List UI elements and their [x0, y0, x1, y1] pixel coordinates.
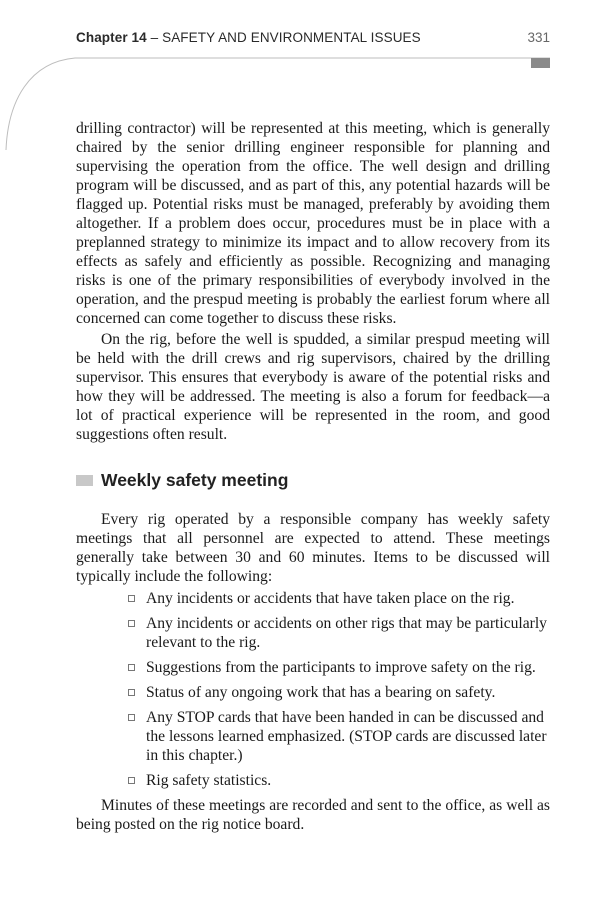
page-number: 331 — [527, 30, 550, 45]
list-item-text: Rig safety statistics. — [146, 772, 272, 789]
list-item — [128, 771, 558, 790]
list-item — [128, 683, 558, 702]
square-bullet-icon — [128, 714, 135, 721]
running-header — [76, 30, 421, 45]
header-tab-marker — [531, 58, 550, 68]
square-bullet-icon — [128, 595, 135, 602]
list-item-text: Any incidents or accidents that have taken place on the rig. — [146, 590, 515, 607]
discussion-items-list — [128, 589, 558, 796]
list-item-text: Status of any ongoing work that has a bearing on safety. — [146, 684, 496, 701]
square-bullet-icon — [128, 664, 135, 671]
paragraph-minutes: Minutes of these meetings are recorded and sent to the office, as well as being posted on the rig notice board. — [76, 797, 550, 833]
square-bullet-icon — [128, 620, 135, 627]
list-item — [128, 614, 558, 652]
list-item-text: Any incidents or accidents on other rigs that may be particularly relevant to the rig. — [146, 615, 547, 651]
heading-marker — [76, 475, 93, 486]
list-item-text: Suggestions from the participants to improve safety on the rig. — [146, 659, 536, 676]
paragraph-prespud-office: drilling contractor) will be represented at this meeting, which is generally chaired by the senior drilling engineer responsible for planning and supervising the operation from the office. The well design and drilling program will be discussed, and as part of this, any potential hazards will be flagged up. Potential risks must be managed, preferably by avoiding them altogether. If a problem does occur, procedures must be in place with a preplanned strategy to minimize its impact and to allow recovery from its effects as safely and efficiently as possible. Recognizing and managing risks is one of the primary responsibilities of everybody involved in the operation, and the prespud meeting is probably the earliest forum where all concerned can come together to discuss these risks. — [76, 120, 550, 327]
list-item-text: Any STOP cards that have been handed in can be discussed and the lessons learned emphasized. (STOP cards are discussed later in this chapter.) — [146, 709, 547, 764]
section-heading-text: Weekly safety meeting — [101, 470, 289, 490]
list-item — [128, 708, 558, 765]
chapter-title: SAFETY AND ENVIRONMENTAL ISSUES — [162, 30, 421, 45]
square-bullet-icon — [128, 777, 135, 784]
list-item — [128, 589, 558, 608]
header-separator: – — [146, 30, 163, 45]
paragraph-weekly-meeting: Every rig operated by a responsible company has weekly safety meetings that all personnel are expected to attend. These meetings generally take between 30 and 60 minutes. Items to be discussed will typically include the following: — [76, 511, 550, 585]
list-item — [128, 658, 558, 677]
square-bullet-icon — [128, 689, 135, 696]
section-heading — [76, 470, 288, 491]
paragraph-prespud-rig: On the rig, before the well is spudded, a similar prespud meeting will be held with the drill crews and rig supervisors, chaired by the drilling supervisor. This ensures that everybody is aware of the potential risks and how they will be addressed. The meeting is also a forum for feedback—a lot of practical experience will be represented in the room, and good suggestions often result. — [76, 331, 550, 443]
chapter-label: Chapter 14 — [76, 30, 147, 45]
